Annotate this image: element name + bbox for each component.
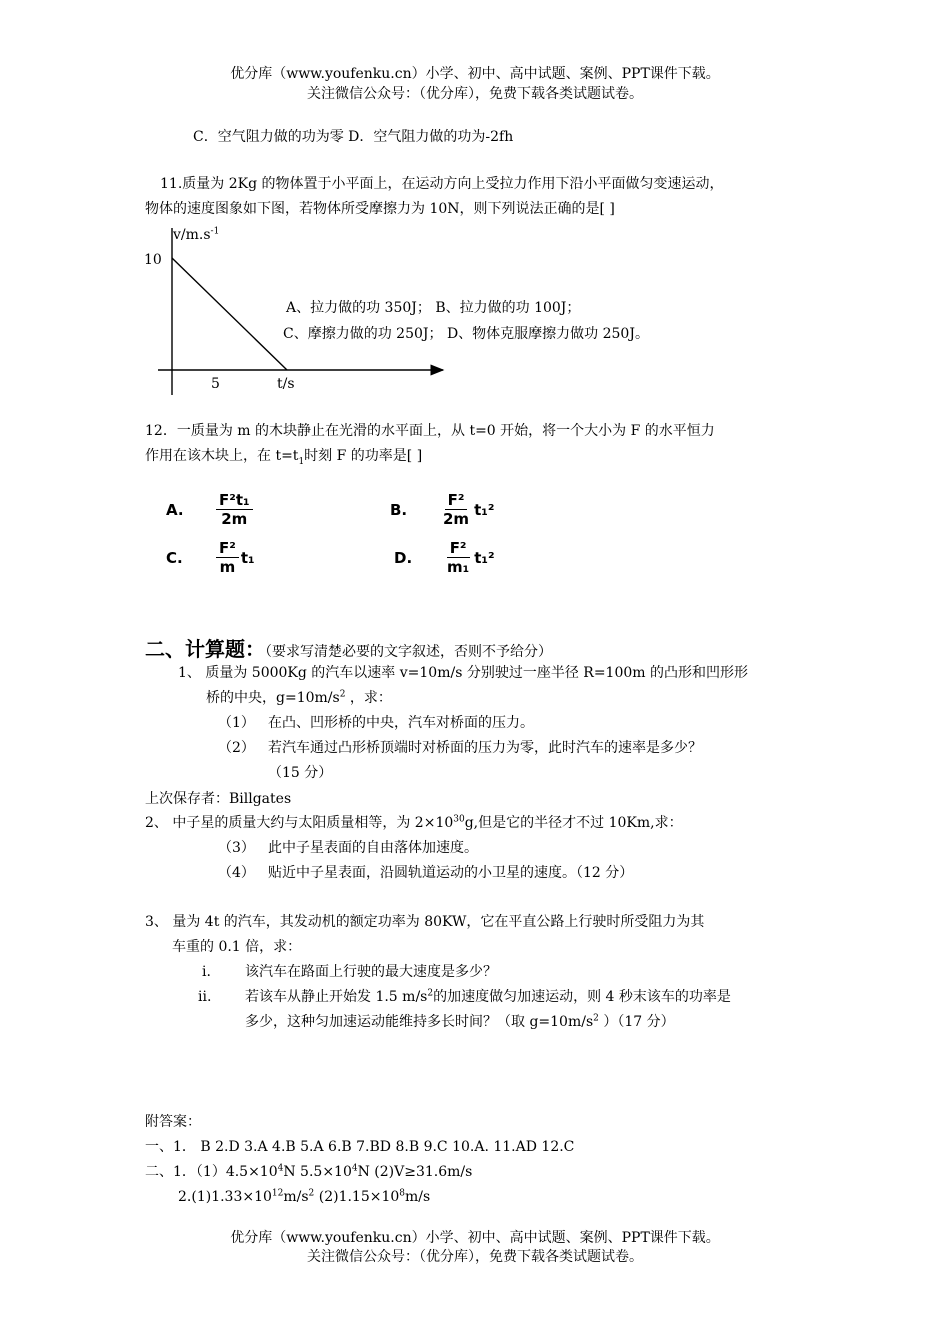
saver-note: 上次保存者：Billgates: [145, 791, 292, 807]
x-axis-label: t/s: [277, 376, 295, 392]
c3-i-num: i.: [202, 964, 211, 980]
c2-sub-4: 贴近中子星表面，沿圆轨道运动的小卫星的速度。（12 分）: [268, 865, 634, 881]
q11-options-cd: C、摩擦力做的功 250J； D、物体克服摩擦力做功 250J。: [283, 326, 649, 342]
section-2-heading: [145, 637, 552, 661]
footer-line-1: 优分库（www.youfenku.cn）小学、初中、高中试题、案例、PPT课件下载。: [230, 1230, 720, 1246]
q10-options-cd: C．空气阻力做的功为零 D．空气阻力做的功为-2fh: [193, 129, 514, 145]
c2-line-1: 2、 中子星的质量大约与太阳质量相等，为 $2\times 10^{30}g$,但是它的半径才不过 10Km,求：: [145, 814, 683, 831]
c1-sub-1: 在凸、凹形桥的中央，汽车对桥面的压力。: [268, 715, 534, 731]
q11-line-1: 11.质量为 2Kg 的物体置于小平面上，在运动方向上受拉力作用下沿小平面做匀变速运动，: [160, 176, 724, 192]
c2-sub-4-num: （4）: [218, 865, 255, 881]
answers-line-1: 一、1． B 2.D 3.A 4.B 5.A 6.B 7.BD 8.B 9.C 10.A. 11.AD 12.C: [145, 1139, 575, 1155]
c3-i: 该汽车在路面上行驶的最大速度是多少？: [245, 964, 497, 980]
y-axis-label: $v/m.s^{-1}$: [173, 226, 220, 243]
velocity-line: [172, 258, 287, 370]
section-2-title: 二、计算题：: [145, 637, 265, 661]
q12-option-b: B. $\frac{\text{F²}}{2m}$ t₁²: [390, 491, 495, 528]
q12-line-1: 12．一质量为 m 的木块静止在光滑的水平面上，从 t=0 开始，将一个大小为 F 的水平恒力: [145, 423, 715, 439]
c1-score: （15 分）: [268, 765, 333, 781]
q12-option-a: A. $\frac{\text{F²t₁}}{2m}$: [166, 492, 255, 527]
section-2-note: （要求写清楚必要的文字叙述，否则不予给分）: [265, 644, 552, 660]
c2-sub-3-num: （3）: [218, 840, 255, 856]
header-line-2: 关注微信公众号：（优分库），免费下载各类试题试卷。: [307, 86, 643, 102]
answers-line-3: $2.(1)1.33\times 10^{12}m/s^2$ $(2)1.15\times 10^8m/s$: [178, 1188, 431, 1205]
c1-sub-2: 若汽车通过凸形桥顶端时对桥面的压力为零，此时汽车的速率是多少？: [268, 740, 702, 756]
answers-title: 附答案：: [145, 1114, 201, 1130]
answers-line-2: 二、1．$(1)4.5\times 10^4N$ $5.5\times 10^4N$ (2)V≥31.6m/s: [145, 1163, 473, 1180]
q12-option-c: C. $\frac{\text{F²}}{m}$ t₁: [166, 539, 255, 576]
q12-option-d: D. $\frac{\text{F²}}{\text{m₁}}$ t₁²: [394, 539, 495, 576]
footer-line-2: 关注微信公众号：（优分库），免费下载各类试题试卷。: [307, 1249, 643, 1265]
c2-sub-3: 此中子星表面的自由落体加速度。: [268, 840, 478, 856]
y-tick-10: 10: [144, 252, 162, 268]
x-tick-5: 5: [211, 376, 220, 392]
q11-options-ab: A、拉力做的功 350J； B、拉力做的功 100J；: [286, 300, 581, 316]
c3-ii-num: ii.: [198, 989, 212, 1005]
c3-line-1: 3、 量为 4t 的汽车，其发动机的额定功率为 80KW，它在平直公路上行驶时所受阻力为其: [145, 914, 705, 930]
c1-line-1: 1、 质量为 5000Kg 的汽车以速率 v=10m/s 分别驶过一座半径 R=100m 的凸形和凹形形: [178, 665, 749, 681]
c1-sub-2-num: （2）: [218, 740, 255, 756]
header-line-1: 优分库（www.youfenku.cn）小学、初中、高中试题、案例、PPT课件下载。: [230, 66, 720, 82]
q11-line-2: 物体的速度图象如下图，若物体所受摩擦力为 10N，则下列说法正确的是[ ]: [145, 201, 615, 217]
c3-ii-line-2: 多少，这种匀加速运动能维持多长时间？（取 $g=10m/s^2$ ）（17 分）: [245, 1013, 675, 1030]
c3-ii-line-1: 若该车从静止开始发 1.5 $m/s^2$的加速度做匀加速运动，则 4 秒末该车的功率是: [245, 988, 731, 1005]
q12-line-2: 作用在该木块上，在 $t=t_1$时刻 F 的功率是[ ]: [145, 448, 423, 467]
c1-sub-1-num: （1）: [218, 715, 255, 731]
c1-line-2: 桥的中央，$g=10m/s^2$ ，求：: [206, 689, 392, 706]
c3-line-2: 车重的 0.1 倍，求：: [172, 939, 302, 955]
